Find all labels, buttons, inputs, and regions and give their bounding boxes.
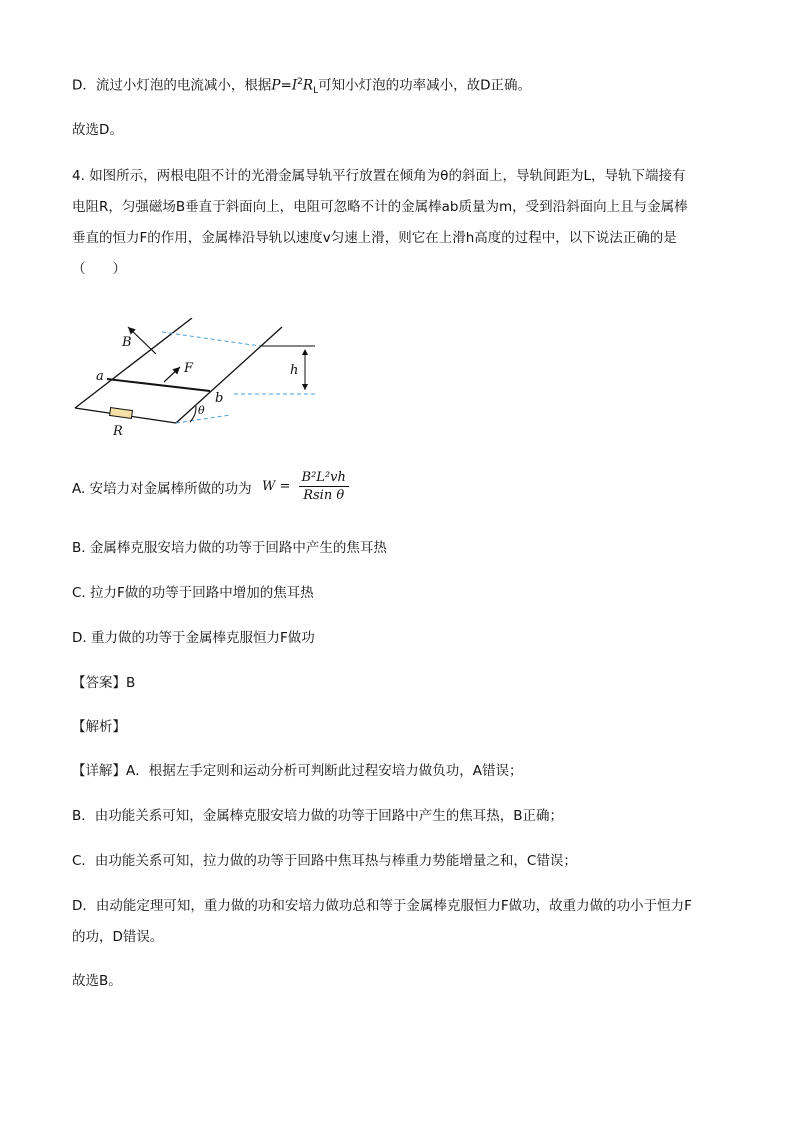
label-b: b [215,391,224,406]
formula-numerator: B²L²vh [299,470,349,487]
resistor [110,408,133,419]
rod-ab [107,379,210,391]
detail-a: 【详解】A．根据左手定则和运动分析可判断此过程安培力做负功，A错误； [72,763,523,779]
force-arrow [164,367,180,382]
formula-I: I [291,77,298,94]
question-blank: （ ） [72,261,126,277]
question-text-1: 如图所示，两根电阻不计的光滑金属导轨平行放置在倾角为θ的斜面上，导轨间距为L，导轨下端接有 [89,168,686,184]
question-line-1 [72,166,685,186]
formula-sup: 2 [297,77,303,87]
option-b: B. 金属棒克服安培力做的功等于回路中产生的焦耳热 [72,540,387,556]
question-line-2: 电阻R，匀强磁场B垂直于斜面向上，电阻可忽略不计的金属棒ab质量为m，受到沿斜面向上且与金属棒 [72,199,688,215]
detail-c: C．由功能关系可知，拉力做的功等于回路中焦耳热与棒重力势能增量之和，C错误； [72,853,577,869]
question-number: 4. [72,168,85,184]
top-dashed-line [162,332,260,346]
formula-R: R [302,77,314,94]
formula-P: P [271,77,281,94]
option-a-text: A. 安培力对金属棒所做的功为 [72,481,252,497]
detail-d-line-1: D．由动能定理可知，重力做的功和安培力做功总和等于金属棒克服恒力F做功，故重力做的功小于恒力F [72,898,692,914]
label-h: h [290,363,299,378]
label-a: a [96,369,104,384]
prev-d-text-2: 可知小灯泡的功率减小，故D正确。 [318,77,531,94]
label-F: F [184,361,194,376]
detail-d-line-2: 的功，D错误。 [72,929,164,945]
detail-b: B．由功能关系可知，金属棒克服安培力做的功等于回路中产生的焦耳热，B正确； [72,808,564,824]
question-line-3: 垂直的恒力F的作用，金属棒沿导轨以速度v匀速上滑，则它在上滑h高度的过程中，以下说法正确的是 [72,230,677,246]
option-c: C. 拉力F做的功等于回路中增加的焦耳热 [72,585,314,601]
formula-lhs: W = [262,479,291,494]
incline-rail-diagram [70,318,330,440]
prev-answer-d-line [72,72,531,101]
label-theta: θ [198,404,205,417]
b-field-arrow [128,327,156,354]
answer-label: 【答案】B [72,675,136,691]
option-d: D. 重力做的功等于金属棒克服恒力F做功 [72,630,315,646]
option-a-formula [262,470,349,503]
formula-eq: = [280,77,292,94]
formula-denominator: Rsin θ [303,488,345,503]
analysis-label: 【解析】 [72,719,126,735]
prev-d-text-1: D．流过小灯泡的电流减小，根据 [72,77,272,94]
formula-fraction [299,470,349,503]
label-R: R [113,424,123,439]
label-B: B [122,335,132,350]
formula-sub: L [313,86,319,97]
answer-choice: 故选B。 [72,973,122,989]
prev-choice: 故选D。 [72,122,123,138]
